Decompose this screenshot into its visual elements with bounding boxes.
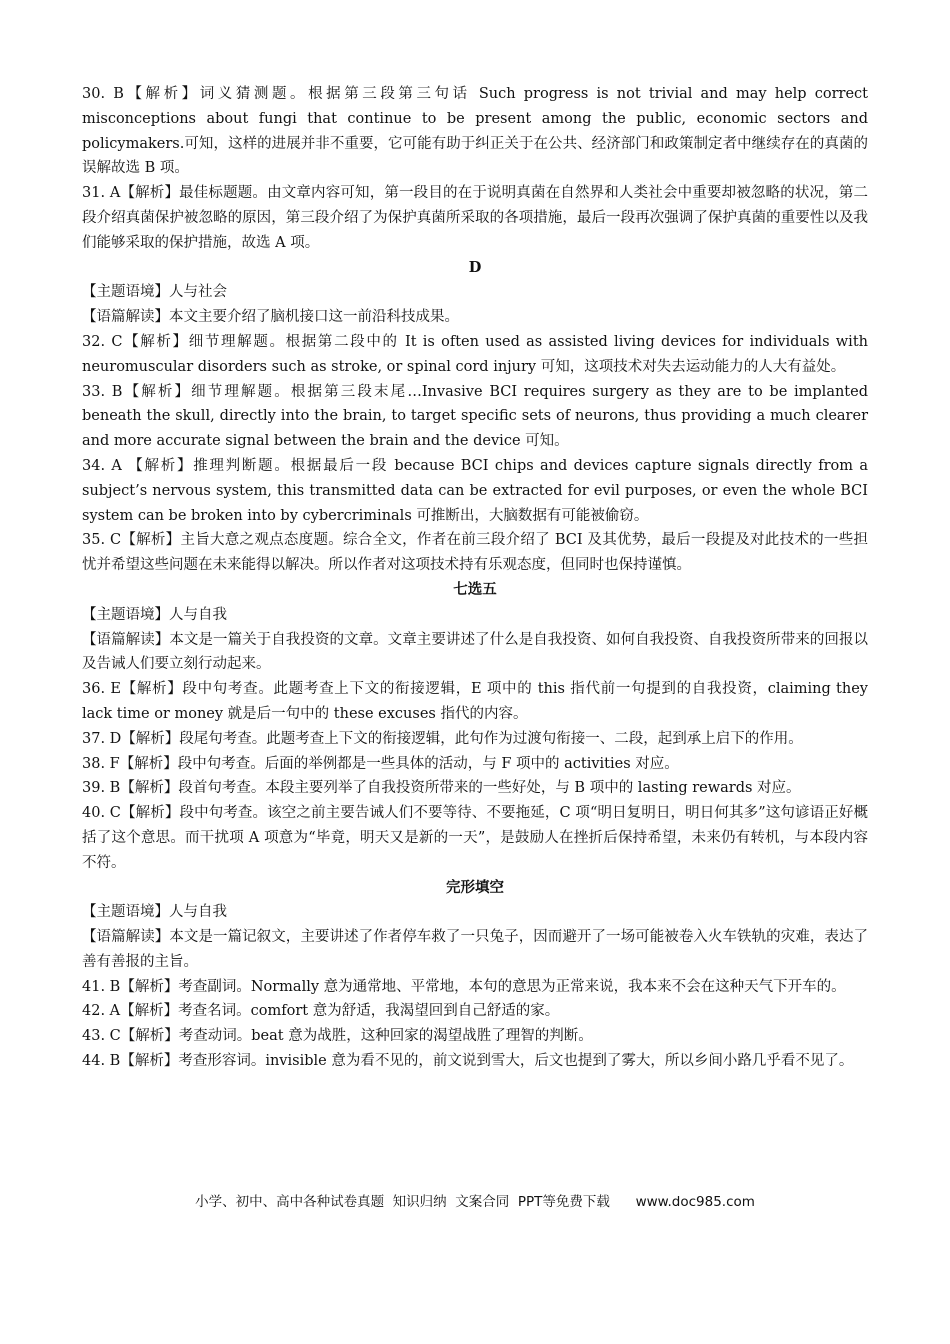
answer-32: 32. C【解析】细节理解题。根据第二段中的 It is often used as assisted living devices for individuals with neuromuscular disorders such as stroke, or spinal cord injury 可知，这项技术对失去运动能力的人大有益处。: [82, 333, 868, 375]
passage-summary: 【语篇解读】本文是一篇记叙文，主要讲述了作者停车救了一只兔子，因而避开了一场可能被卷入火车铁轨的灾难，表达了善有善报的主旨。: [82, 929, 868, 970]
theme-context: 【主题语境】人与社会: [82, 284, 227, 301]
answer-35: 35. C【解析】主旨大意之观点态度题。综合全文，作者在前三段介绍了 BCI 及其优势，最后一段提及对此技术的一些担忧并希望这些问题在未来能得以解决。所以作者对这项技术持有乐观态度，但同时也保持谨慎。: [82, 532, 868, 574]
section-heading-d: D: [468, 258, 482, 276]
document-body: [82, 82, 868, 1074]
answer-40: 40. C【解析】段中句考查。该空之前主要告诫人们不要等待、不要拖延，C 项“明日复明日，明日何其多”这句谚语正好概括了这个意思。而干扰项 A 项意为“毕竟，明天又是新的一天”，是鼓励人在挫折后保持希望，未来仍有转机，与本段内容不符。: [82, 805, 868, 871]
answer-30: 30. B【解析】词义猜测题。根据第三段第三句话 Such progress is not trivial and may help correct misconceptions about fungi that continue to be present among the public, economic sectors and policymakers.可知，这样的进展并非不重要，它可能有助于纠正关于在公共、经济部门和政策制定者中继续存在的真菌的误解故选 B 项。: [82, 86, 868, 177]
section-heading-cloze: 完形填空: [446, 878, 504, 896]
answer-33: 33. B【解析】细节理解题。根据第三段末尾…Invasive BCI requires surgery as they are to be implanted beneath the skull, directly into the brain, to target specific sets of neurons, thus providing a much clearer and more accurate signal between the brain and the device 可知。: [82, 383, 868, 450]
answer-38: 38. F【解析】段中句考查。后面的举例都是一些具体的活动，与 F 项中的 activities 对应。: [82, 755, 679, 772]
answer-43: 43. C【解析】考查动词。beat 意为战胜，这种回家的渴望战胜了理智的判断。: [82, 1028, 593, 1045]
answer-39: 39. B【解析】段首句考查。本段主要列举了自我投资所带来的一些好处，与 B 项中的 lasting rewards 对应。: [82, 780, 801, 797]
answer-44: 44. B【解析】考查形容词。invisible 意为看不见的，前文说到雪大，后文也提到了雾大，所以乡间小路几乎看不见了。: [82, 1053, 854, 1070]
page-footer: 小学、初中、高中各种试卷真题 知识归纳 文案合同 PPT等免费下载 www.doc985.com: [195, 1194, 755, 1210]
theme-context: 【主题语境】人与自我: [82, 606, 227, 623]
answer-36: 36. E【解析】段中句考查。此题考查上下文的衔接逻辑，E 项中的 this 指代前一句提到的自我投资，claiming they lack time or money 就是后一句中的 these excuses 指代的内容。: [82, 681, 868, 722]
answer-34: 34. A 【解析】推理判断题。根据最后一段 because BCI chips and devices capture signals directly from a subject’s nervous system, this transmitted data can be extracted for evil purposes, or even the whole BCI system can be broken into by cybercriminals 可推断出，大脑数据有可能被偷窃。: [82, 457, 868, 524]
passage-summary: 【语篇解读】本文主要介绍了脑机接口这一前沿科技成果。: [82, 309, 459, 326]
theme-context: 【主题语境】人与自我: [82, 904, 227, 921]
answer-31: 31. A【解析】最佳标题题。由文章内容可知，第一段目的在于说明真菌在自然界和人类社会中重要却被忽略的状况，第二段介绍真菌保护被忽略的原因，第三段介绍了为保护真菌所采取的各项措施，最后一段再次强调了保护真菌的重要性以及我们能够采取的保护措施，故选 A 项。: [82, 185, 868, 251]
answer-37: 37. D【解析】段尾句考查。此题考查上下文的衔接逻辑，此句作为过渡句衔接一、二段，起到承上启下的作用。: [82, 730, 803, 747]
passage-summary: 【语篇解读】本文是一篇关于自我投资的文章。文章主要讲述了什么是自我投资、如何自我投资、自我投资所带来的回报以及告诫人们要立刻行动起来。: [82, 631, 868, 673]
answer-42: 42. A【解析】考查名词。comfort 意为舒适，我渴望回到自己舒适的家。: [82, 1003, 560, 1020]
answer-41: 41. B【解析】考查副词。Normally 意为通常地、平常地，本句的意思为正常来说，我本来不会在这种天气下开车的。: [82, 978, 846, 995]
section-heading-seven-choose-five: 七选五: [453, 580, 497, 598]
